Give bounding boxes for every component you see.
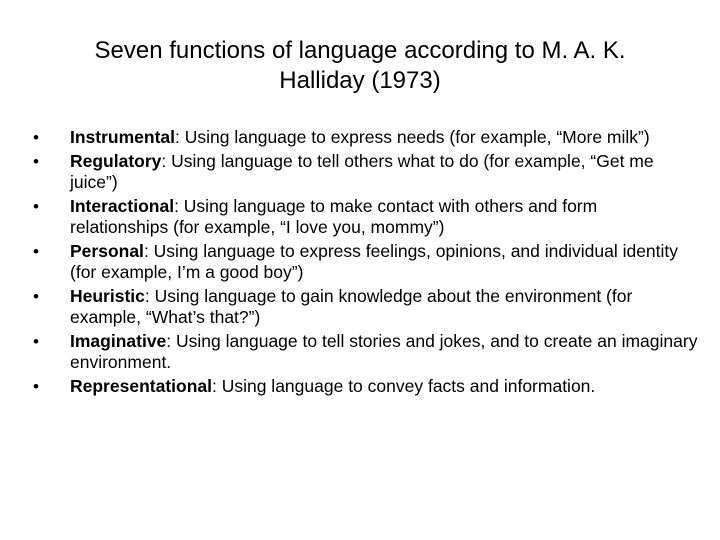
- bullet-list: [30, 127, 700, 400]
- list-item-heuristic: [30, 286, 700, 328]
- bullet-icon: •: [33, 128, 39, 147]
- bullet-icon: •: [33, 197, 39, 216]
- list-item-instrumental: [30, 127, 700, 148]
- term-label: Heuristic: [70, 286, 145, 306]
- slide-title: Seven functions of language according to M. A. K. Halliday (1973): [94, 37, 626, 94]
- list-item-personal: [30, 241, 700, 283]
- term-description: : Using language to express needs (for example, “More milk”): [175, 127, 650, 147]
- term-description: : Using language to gain knowledge about the environment (for example, “What’s that?”): [70, 286, 633, 327]
- term-description: : Using language to express feelings, opinions, and individual identity (for example, I’m a good boy”): [70, 241, 679, 282]
- term-label: Instrumental: [70, 127, 176, 147]
- list-item-interactional: [30, 196, 700, 238]
- list-item-regulatory: [30, 151, 700, 193]
- term-label: Interactional: [70, 196, 175, 216]
- term-label: Personal: [70, 241, 144, 261]
- term-label: Regulatory: [70, 151, 162, 171]
- bullet-icon: •: [33, 332, 39, 351]
- term-description: : Using language to make contact with others and form relationships (for example, “I love you, mommy”): [70, 196, 598, 237]
- term-description: : Using language to tell stories and jokes, and to create an imaginary environment.: [70, 331, 698, 372]
- term-label: Imaginative: [70, 331, 167, 351]
- list-item-imaginative: [30, 331, 700, 373]
- bullet-icon: •: [33, 242, 39, 261]
- bullet-icon: •: [33, 152, 39, 171]
- bullet-icon: •: [33, 287, 39, 306]
- term-description: : Using language to convey facts and information.: [211, 376, 596, 396]
- list-item-representational: [30, 376, 700, 397]
- term-description: : Using language to tell others what to do (for example, “Get me juice”): [70, 151, 654, 192]
- bullet-icon: •: [33, 377, 39, 396]
- term-label: Representational: [70, 376, 212, 396]
